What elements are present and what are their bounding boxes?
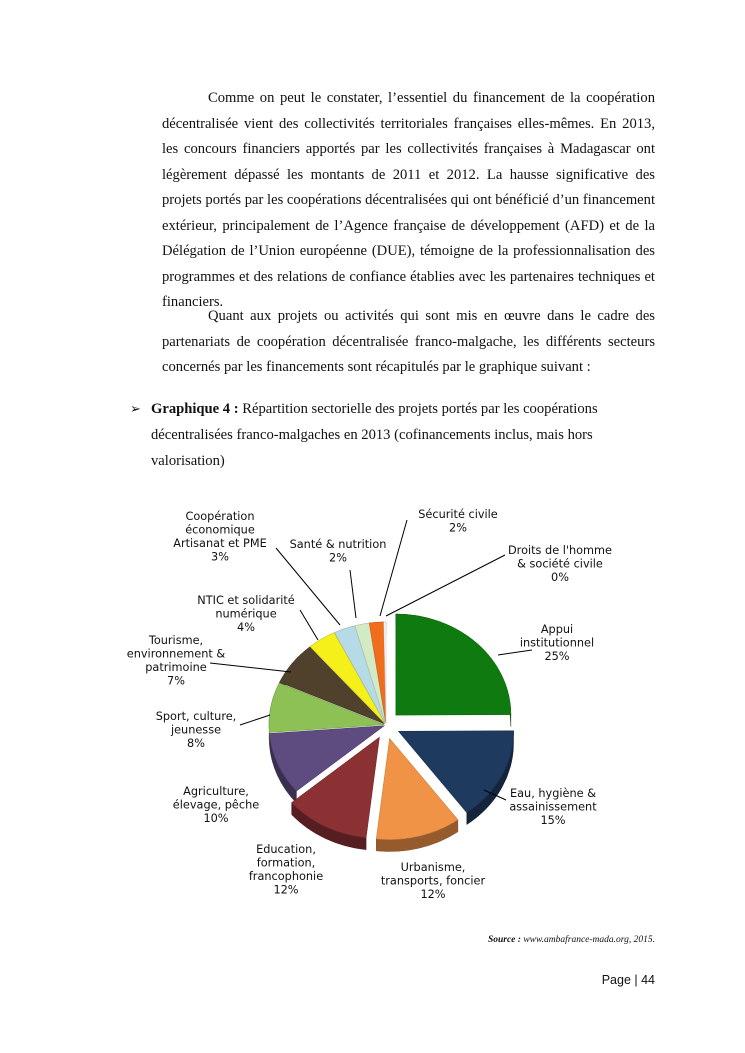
leader-line xyxy=(300,610,318,640)
slice-label: Urbanisme, transports, foncier 12% xyxy=(380,861,486,901)
slice-label: Appui institutionnel 25% xyxy=(519,623,595,663)
source-text: www.ambafrance-mada.org, 2015. xyxy=(520,935,655,945)
leader-line xyxy=(386,555,505,616)
leader-line xyxy=(210,663,291,672)
slice-label: Sport, culture, jeunesse 8% xyxy=(155,710,237,750)
slice-label: Coopération économique Artisanat et PME 3% xyxy=(173,510,267,564)
source-note xyxy=(488,935,655,945)
arrow-bullet-icon: ➢ xyxy=(130,401,141,416)
leader-line xyxy=(240,715,270,725)
slice-label: Tourisme, environnement & patrimoine 7% xyxy=(126,634,226,688)
slice-label: Agriculture, élevage, pêche 10% xyxy=(172,785,260,825)
slice-label: Education, formation, francophonie 12% xyxy=(248,843,324,897)
paragraph-sectors-text: Quant aux projets ou activités qui sont mis en œuvre dans le cadre des partenariats de coopération décentralisée franco-malgache, les différents secteurs concernés par les financements sont récapitulés par le graphique suivant : xyxy=(162,308,655,375)
caption-text: Répartition sectorielle des projets portés par les coopérations décentralisées franco-malgaches en 2013 (cofinancements inclus, mais hors valorisation) xyxy=(151,401,598,469)
leader-line xyxy=(380,520,407,616)
slice-label: Droits de l'homme & société civile 0% xyxy=(507,544,613,584)
leader-line xyxy=(350,570,356,618)
slice-label: Eau, hygiène & assainissement 15% xyxy=(509,787,597,827)
source-label: Source : xyxy=(487,935,521,945)
page-number: Page | 44 xyxy=(601,973,655,987)
paragraph-sectors xyxy=(162,304,655,381)
pie-slice xyxy=(396,614,511,715)
slice-label: NTIC et solidarité numérique 4% xyxy=(197,594,295,634)
caption-body xyxy=(151,396,631,474)
paragraph-financing xyxy=(162,86,655,316)
paragraph-financing-text: Comme on peut le constater, l’essentiel du financement de la coopération décentralisée vient des collectivités territoriales françaises elles-mêmes. En 2013, les concours financiers apportés par les collectivités françaises à Madagascar ont légèrement dépassé les montants de 2011 et 2012. La hausse significative des projets portés par les coopérations décentralisées qui ont bénéficié d’un financement extérieur, principalement de l’Agence française de développement (AFD) et de la Délégation de l’Union européenne (DUE), témoigne de la professionnalisation des programmes et des relations de confiance établies avec les partenaires techniques et financiers. xyxy=(162,90,655,310)
caption-label: Graphique 4 : xyxy=(151,401,239,417)
leader-line xyxy=(498,650,532,655)
slice-label: Sécurité civile 2% xyxy=(418,508,498,535)
sector-pie-chart xyxy=(0,490,745,920)
slice-label: Santé & nutrition 2% xyxy=(289,538,387,565)
